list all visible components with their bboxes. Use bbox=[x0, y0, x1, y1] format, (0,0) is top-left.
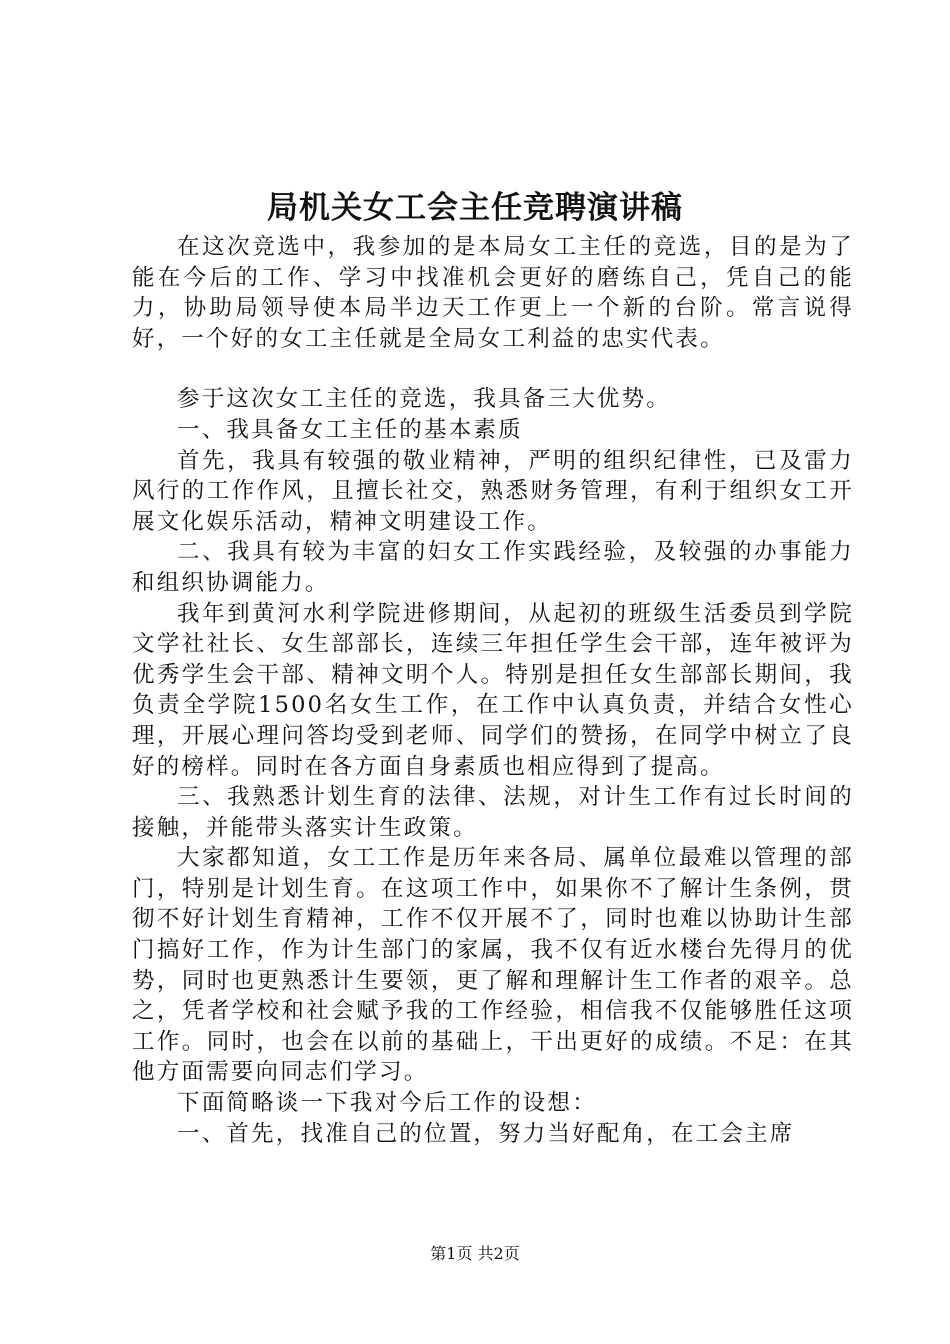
document-body bbox=[132, 232, 854, 1149]
paragraph-advantages: 参于这次女工主任的竞选，我具备三大优势。 bbox=[177, 386, 672, 413]
paragraph-family-planning: 大家都知道，女工工作是历年来各局、属单位最难以管理的部门，特别是计划生育。在这项工作中，如果你不了解计生条例，贯彻不好计划生育精神，工作不仅开展不了，同时也难以协助计生部门搞好工作，作为计生部门的家属，我不仅有近水楼台先得月的优势，同时也更熟悉计生要领，更了解和理解计生工作者的艰辛。总之，凭者学校和社会赋予我的工作经验，相信我不仅能够胜任这项工作。同时，也会在以前的基础上，干出更好的成绩。不足：在其他方面需要向同志们学习。 bbox=[132, 845, 854, 1086]
document-title: 局机关女工会主任竞聘演讲稿 bbox=[267, 190, 683, 226]
paragraph-experience: 我年到黄河水利学院进修期间，从起初的班级生活委员到学院文学社社长、女生部部长，连续三年担任学生会干部，连年被评为优秀学生会干部、精神文明个人。特别是担任女生部部长期间，我负责全学院1500名女生工作，在工作中认真负责，并结合女性心理，开展心理问答均受到老师、同学们的赞扬，在同学中树立了良好的榜样。同时在各方面自身素质也相应得到了提高。 bbox=[132, 600, 854, 780]
page-number: 第1页 共2页 bbox=[430, 1244, 520, 1263]
heading-family-planning: 三、我熟悉计划生育的法律、法规，对计生工作有过长时间的接触，并能带头落实计生政策。 bbox=[132, 784, 854, 841]
paragraph-intro: 在这次竞选中，我参加的是本局女工主任的竞选，目的是为了能在今后的工作、学习中找准机会更好的磨练自己，凭自己的能力，协助局领导使本局半边天工作更上一个新的台阶。常言说得好，一个好的女工主任就是全局女工利益的忠实代表。 bbox=[132, 234, 854, 352]
paragraph-basic-quality: 首先，我具有较强的敬业精神，严明的组织纪律性，已及雷力风行的工作作风，且擅长社交，熟悉财务管理，有利于组织女工开展文化娱乐活动，精神文明建设工作。 bbox=[132, 447, 854, 535]
heading-basic-quality: 一、我具备女工主任的基本素质 bbox=[177, 416, 523, 443]
paragraph-future-plans-intro: 下面简略谈一下我对今后工作的设想： bbox=[177, 1090, 597, 1117]
paragraph-future-plan-one: 一、首先，找准自己的位置，努力当好配角，在工会主席 bbox=[177, 1120, 795, 1147]
heading-experience: 二、我具有较为丰富的妇女工作实践经验，及较强的办事能力和组织协调能力。 bbox=[132, 539, 854, 596]
